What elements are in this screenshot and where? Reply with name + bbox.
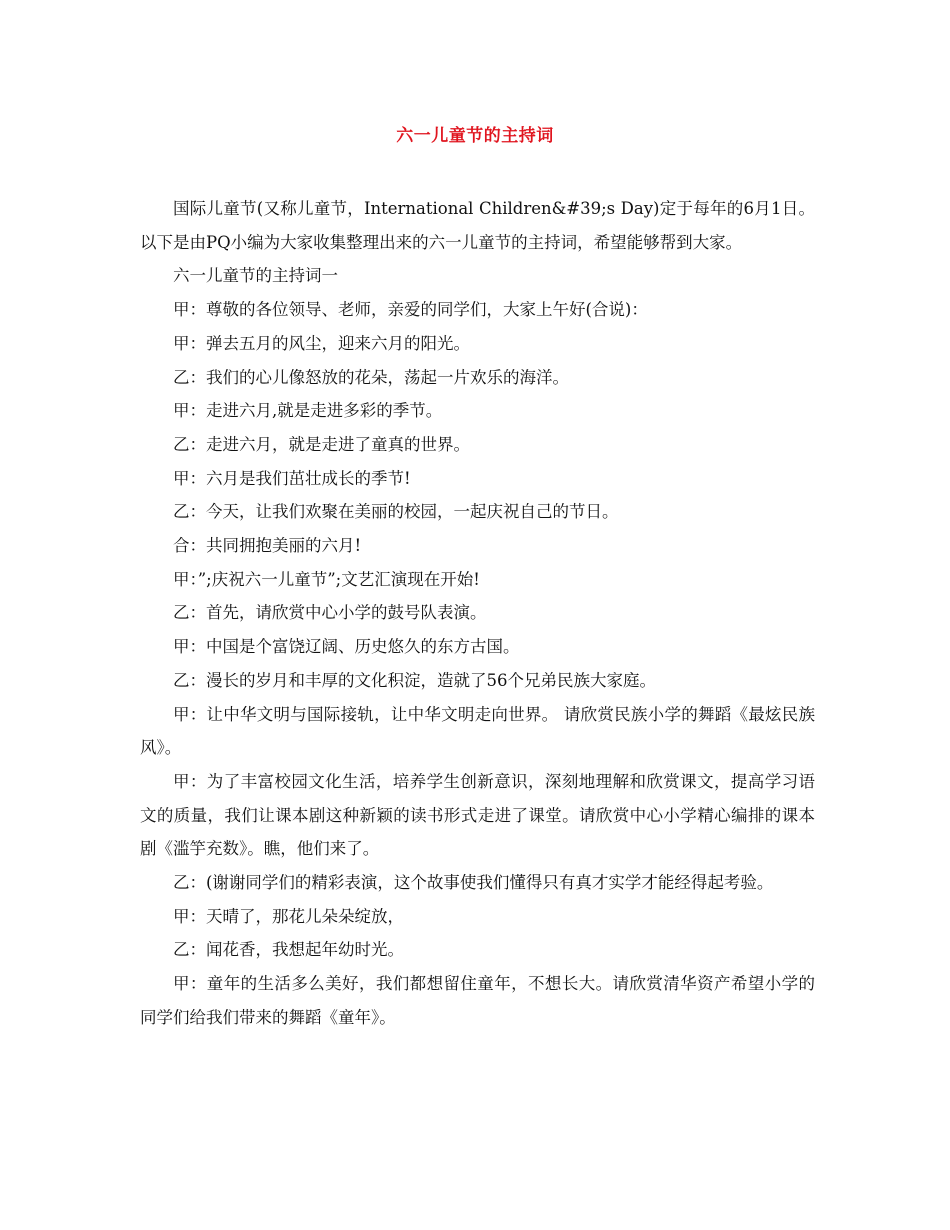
paragraph: 乙：走进六月，就是走进了童真的世界。 [173,434,470,454]
section-heading: 六一儿童节的主持词一 [173,266,338,286]
document-title: 六一儿童节的主持词 [396,126,554,146]
paragraph: 甲：中国是个富饶辽阔、历史悠久的东方古国。 [173,637,520,657]
document-body [140,192,815,1035]
paragraph: 甲：让中华文明与国际接轨，让中华文明走向世界。 请欣赏民族小学的舞蹈《最炫民族风》。 [140,704,815,758]
paragraph: 甲：六月是我们茁壮成长的季节! [173,468,411,488]
paragraph: 乙：(谢谢同学们的精彩表演，这个故事使我们懂得只有真才实学才能经得起考验。 [173,873,774,893]
paragraph: 乙：首先，请欣赏中心小学的鼓号队表演。 [173,603,487,623]
paragraph-intro: 国际儿童节(又称儿童节，International Children&#39;s Day)定于每年的6月1日。以下是由PQ小编为大家收集整理出来的六一儿童节的主持词，希望能够帮到大家。 [140,199,815,252]
paragraph: 乙：闻花香，我想起年幼时光。 [173,940,404,960]
paragraph: 甲：为了丰富校园文化生活，培养学生创新意识，深刻地理解和欣赏课文，提高学习语文的质量，我们让课本剧这种新颖的读书形式走进了课堂。请欣赏中心小学精心编排的课本剧《滥竽充数》。瞧，他们来了。 [140,771,815,859]
paragraph: 甲：天晴了，那花儿朵朵绽放， [173,906,404,926]
paragraph: 甲：”;庆祝六一儿童节”;文艺汇演现在开始! [173,569,480,589]
paragraph: 甲：童年的生活多么美好，我们都想留住童年，不想长大。请欣赏清华资产希望小学的同学们给我们带来的舞蹈《童年》。 [140,974,815,1027]
paragraph: 甲：走进六月,就是走进多彩的季节。 [173,401,443,421]
paragraph: 合：共同拥抱美丽的六月! [173,536,362,556]
paragraph: 乙：今天，让我们欢聚在美丽的校园，一起庆祝自己的节日。 [173,502,619,522]
paragraph: 甲：弹去五月的风尘，迎来六月的阳光。 [173,333,470,353]
paragraph: 乙：漫长的岁月和丰厚的文化积淀，造就了56个兄弟民族大家庭。 [173,670,656,690]
paragraph: 甲：尊敬的各位领导、老师，亲爱的同学们，大家上午好(合说)： [173,300,648,320]
paragraph: 乙：我们的心儿像怒放的花朵，荡起一片欢乐的海洋。 [173,367,569,387]
